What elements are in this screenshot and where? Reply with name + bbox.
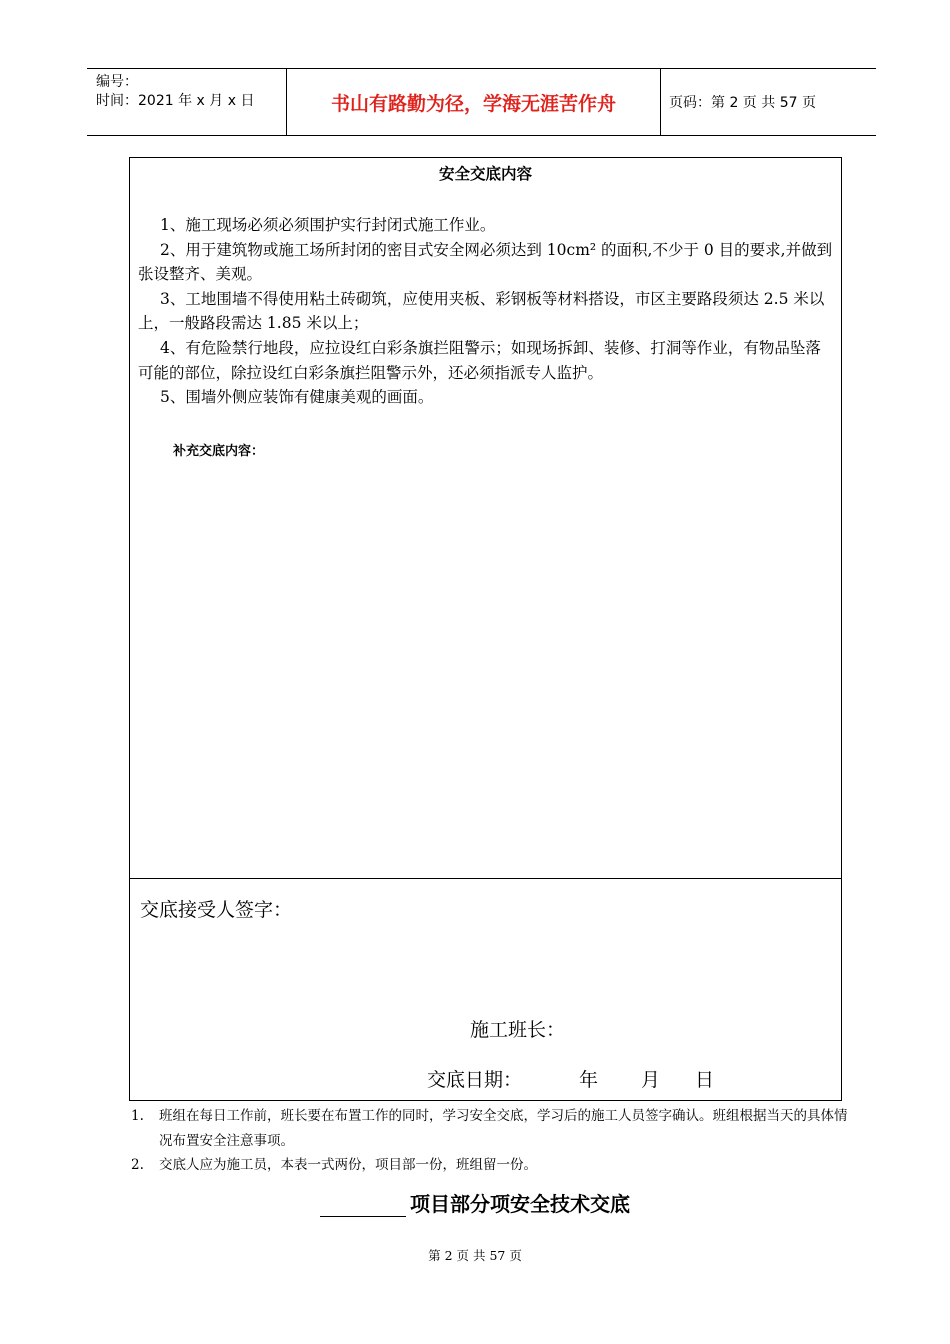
date-day: 日 xyxy=(695,1069,715,1091)
header-table xyxy=(87,68,876,136)
note-number: 2. xyxy=(131,1157,144,1173)
note-number: 1. xyxy=(131,1108,144,1124)
note-text: 交底人应为施工员，本表一式两份，项目部一份，班组留一份。 xyxy=(159,1157,537,1173)
date-label: 交底日期： xyxy=(427,1069,523,1091)
date-year: 年 xyxy=(579,1069,599,1091)
content-items xyxy=(138,213,834,410)
content-item-text: 5、围墙外侧应装饰有健康美观的画面。 xyxy=(160,388,434,407)
content-section xyxy=(130,158,841,879)
content-item xyxy=(138,213,834,238)
disclosure-date-row xyxy=(427,1065,714,1092)
content-item-text: 3、工地围墙不得使用粘土砖砌筑，应使用夹板、彩钢板等材料搭设，市区主要路段须达 2.5 米以上，一般路段需达 1.85 米以上； xyxy=(138,289,825,333)
number-label: 编号： xyxy=(96,74,138,90)
time-label: 时间：2021 年 x 月 x 日 xyxy=(96,93,255,109)
content-title: 安全交底内容 xyxy=(438,165,532,183)
content-item xyxy=(138,287,834,336)
header-page-label: 页码：第 2 页 共 57 页 xyxy=(669,95,816,111)
motto: 书山有路勤为径，学海无涯苦作舟 xyxy=(287,69,661,135)
header-meta-cell xyxy=(87,69,287,135)
note-item xyxy=(131,1104,851,1153)
project-name-blank xyxy=(320,1196,406,1217)
content-item xyxy=(138,238,834,287)
disclosure-table xyxy=(129,157,842,1101)
note-item xyxy=(131,1153,851,1178)
content-item-text: 1、施工现场必须必须围护实行封闭式施工作业。 xyxy=(160,216,496,234)
content-item-text: 2、用于建筑物或施工场所封闭的密目式安全网必须达到 10cm² 的面积,不少于 0 目的要求,并做到张设整齐、美观。 xyxy=(138,240,833,284)
content-item xyxy=(138,385,834,410)
date-month: 月 xyxy=(641,1069,661,1091)
page-number: 第 2 页 共 57 页 xyxy=(428,1248,522,1263)
notes-list xyxy=(131,1104,851,1178)
team-leader-label: 施工班长： xyxy=(470,1019,566,1041)
document-title xyxy=(0,1188,950,1217)
content-item-text: 4、有危险禁行地段，应拉设红白彩条旗拦阻警示；如现场拆卸、装修、打洞等作业，有物品坠落可能的部位，除拉设红白彩条旗拦阻警示外，还必须指派专人监护。 xyxy=(138,338,821,382)
receiver-signature-label: 交底接受人签字： xyxy=(140,899,293,921)
content-item xyxy=(138,336,834,385)
supplement-label: 补充交底内容： xyxy=(173,444,265,459)
note-text: 班组在每日工作前，班长要在布置工作的同时，学习安全交底，学习后的施工人员签字确认。班组根据当天的具体情况布置安全注意事项。 xyxy=(159,1108,848,1149)
document-title-text: 项目部分项安全技术交底 xyxy=(410,1192,630,1216)
